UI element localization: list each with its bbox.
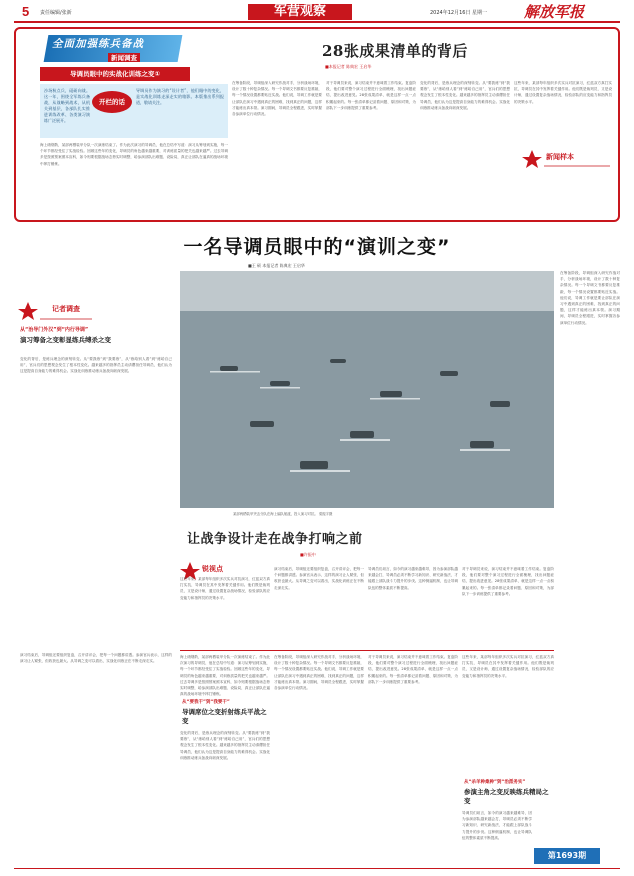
war-col3-text: 导调员们坦言，如今的演习越来越难导，因为参演部队越来越会打，导调员必须不断学习新知识、研究新战法，才能跟上部队战斗力提升的步伐。这种倒逼机制，也让导调队伍的整体素质不断提高。 — [368, 567, 458, 590]
subhead-2-kicker: 从“要我干”到“我要干” — [182, 700, 230, 705]
subhead-1: 演习筹备之变彰显练兵缚杀之变 — [20, 336, 111, 344]
landing-craft-photo — [180, 271, 554, 508]
feature-title: 一名导调员眼中的“演训之变” — [183, 236, 451, 258]
sharp-view-label: 锐视点 — [202, 565, 223, 573]
reporter-survey-label: 记者调查 — [52, 305, 80, 313]
page-number: 5 — [22, 4, 30, 19]
top-col1-text: 海上硝烟散，某部两栖装甲分队一次演练结束了。作为此次演习的导调员，他在总结中写道：演习从筹划到实施，每一个环节都经受住了实战检验。回顾这些年的变化，导调员的角色越来越重要，对训练质量的把关也越来越严。过去导调多是按照预案照本宣科，如今则要根据战场态势实时调整，给参演部队出难题、设险局，真正让部队在逼真的战场环境中摔打锤炼。 — [40, 143, 228, 166]
lower-col1-text: 变化的背后，是练兵理念的深刻转变。从“要我练”到“我要练”，从“练给别人看”到“练给自己用”，官兵们的思想观念发生了根本性变化。越来越多的指挥员主动请缨担任导调员，他们认为这是提高自身能力的难得机会。实战化训练推动练兵备战向纵深发展。 — [180, 731, 270, 760]
war-col4-text: 对于导调员来说，演习结束并不意味着工作结束。复盘阶段，他们要对整个演习过程进行全面梳理，找出问题症结，提出改进意见。28张成果清单，就是这样一点一点积累起来的。每一张清单都记录着问题、原因和对策，为部队下一步训练提供了重要参考。 — [462, 567, 554, 596]
banner-subtitle: 新闻调查 — [108, 53, 140, 62]
lower-col1-top-text: 海上硝烟散，某部两栖装甲分队一次演练结束了。作为此次演习的导调员，他在总结中写道：演习从筹划到实施，每一个环节都经受住了实战检验。回顾这些年的变化，导调员的角色越来越重要，对训练质量的把关也越来越严。过去导调多是按照预案照本宣科，如今则要根据战场态势实时调整，给参演部队出难题、设险局，真正让部队在逼真的战场环境中摔打锤炼。 — [180, 655, 270, 697]
issue-date: 2024年12月16日 星期一 — [430, 10, 488, 16]
subhead-3-kicker: 从“杀羊种桑种”到“治派务实” — [464, 780, 526, 785]
editor-label: 责任编辑/张新 — [40, 10, 72, 16]
top-col5-text: 这些年来，某部每年组织多次实兵对抗演习，红蓝双方真打实抗，导调员在其中发挥着关键作用。他们既是裁判员，又是设计师，通过设置复杂战场情况，检验部队的应变能力和指挥员的决策水平。 — [514, 81, 612, 104]
subhead-2: 导调席位之变折射练兵平战之变 — [182, 708, 267, 725]
issue-number-badge: 第1693期 — [534, 848, 600, 864]
subhead-1-kicker: 从“治导门外汉”到“内行导调” — [20, 327, 89, 333]
lower-col4-bottom-text: 导调员们坦言，如今的演习越来越难导，因为参演部队越来越会打，导调员必须不断学习新知识、研究新战法，才能跟上部队战斗力提升的步伐。这种倒逼机制，也让导调队伍的整体素质不断提高。 — [462, 811, 532, 840]
war-design-byline: ■许振中 — [300, 552, 316, 557]
section-divider — [180, 650, 554, 651]
main-headline: 28张成果清单的背后 — [322, 42, 468, 60]
amphibious-vessels-icon — [180, 271, 554, 508]
intro-left-text: 沙场秋点兵，砥砺向战。这一年，围绕全军练兵备战，从战略到战术，从机关到基层，各部队扎实推进训练改革、各类演习演练广泛展开。 — [44, 88, 90, 123]
left-col-text-b: 演习结束后，导调组还要组织复盘，召开讲评会，把每一个问题都讲透。参演官兵表示，这样的演习让人紧张，但收获也最大。从导调之变可以看出，实战化训练正在不断走深走实。 — [20, 653, 172, 664]
column-opening-badge: 开栏的话 — [92, 91, 132, 113]
war-col1-text: 这些年来，某部每年组织多次实兵对抗演习，红蓝双方真打实抗，导调员在其中发挥着关键作用。他们既是裁判员，又是设计师，通过设置复杂战场情况，检验部队的应变能力和指挥员的决策水平。 — [180, 577, 270, 600]
main-byline: ■本报记者 陈典宏 王启华 — [325, 64, 372, 69]
intro-right-text: 导调员作为演习的“设计者”，他们眼中的变化，是实战化训练走深走实的缩影。本版推出系列报道，敬请关注。 — [136, 88, 224, 105]
lower-col4-text: 这些年来，某部每年组织多次实兵对抗演习，红蓝双方真打实抗，导调员在其中发挥着关键作用。他们既是裁判员，又是设计师，通过设置复杂战场情况，检验部队的应变能力和指挥员的决策水平。 — [462, 655, 554, 678]
top-col3-text: 对于导调员来说，演习结束并不意味着工作结束。复盘阶段，他们要对整个演习过程进行全面梳理，找出问题症结，提出改进意见。28张成果清单，就是这样一点一点积累起来的。每一张清单都记录着问题、原因和对策，为部队下一步训练提供了重要参考。 — [326, 81, 416, 110]
masthead-logo: 解放军报 — [524, 3, 585, 21]
top-col4-text: 变化的背后，是练兵理念的深刻转变。从“要我练”到“我要练”，从“练给别人看”到“练给自己用”，官兵们的思想观念发生了根本性变化。越来越多的指挥员主动请缨担任导调员，他们认为这是提高自身能力的难得机会。实战化训练推动练兵备战向纵深发展。 — [420, 81, 510, 110]
header-rule — [14, 21, 620, 23]
right-col-text: 在筹备阶段，导调组深入研究作战对手，分析战场环境，设计了数十种复杂情况。每一个导调文书都要反复推敲，每一个情况设置都要贴近实战。他们说，导调工作就是要让部队在演习中遇到真正的困难，找到真正的问题，这样才能练出真本领。演习期间，导调员全程跟进，实时掌握各参演单位行动情况。 — [560, 271, 620, 325]
subhead-3: 参演主角之变反映练兵精局之变 — [464, 788, 549, 805]
war-col2-text: 演习结束后，导调组还要组织复盘，召开讲评会，把每一个问题都讲透。参演官兵表示，这样的演习让人紧张，但收获也最大。从导调之变可以看出，实战化训练正在不断走深走实。 — [274, 567, 364, 590]
lower-col2-text: 在筹备阶段，导调组深入研究作战对手，分析战场环境，设计了数十种复杂情况。每一个导调文书都要反复推敲，每一个情况设置都要贴近实战。他们说，导调工作就是要让部队在演习中遇到真正的困难，找到真正的问题，这样才能练出真本领。演习期间，导调员全程跟进，实时掌握各参演单位行动情况。 — [274, 655, 364, 691]
series-title: 导调员眼中的实战化训练之变① — [40, 67, 190, 81]
war-design-headline: 让战争设计走在战争打响之前 — [187, 532, 363, 547]
photo-caption: 某部两栖装甲突击分队在海上编队航渡，投入演习对抗。 梁振宇摄 — [233, 512, 333, 516]
lower-col3-text: 对于导调员来说，演习结束并不意味着工作结束。复盘阶段，他们要对整个演习过程进行全面梳理，找出问题症结，提出改进意见。28张成果清单，就是这样一点一点积累起来的。每一张清单都记录着问题、原因和对策，为部队下一步训练提供了重要参考。 — [368, 655, 458, 684]
top-col2-text: 在筹备阶段，导调组深入研究作战对手，分析战场环境，设计了数十种复杂情况。每一个导调文书都要反复推敲，每一个情况设置都要贴近实战。他们说，导调工作就是要让部队在演习中遇到真正的困难，找到真正的问题，这样才能练出真本领。演习期间，导调员全程跟进，实时掌握各参演单位行动情况。 — [232, 81, 322, 117]
footer-rule — [14, 868, 620, 869]
news-sample-label: 新闻样本 — [546, 153, 574, 161]
banner-title: 全面加强练兵备战 — [52, 38, 144, 50]
left-col-text-a: 变化的背后，是练兵理念的深刻转变。从“要我练”到“我要练”，从“练给别人看”到“练给自己用”，官兵们的思想观念发生了根本性变化。越来越多的指挥员主动请缨担任导调员，他们认为这是提高自身能力的难得机会。实战化训练推动练兵备战向纵深发展。 — [20, 357, 172, 374]
feature-byline: ■王 硕 本报记者 陈典宏 王启华 — [248, 263, 305, 268]
section-title: 军营观察 — [248, 4, 352, 20]
